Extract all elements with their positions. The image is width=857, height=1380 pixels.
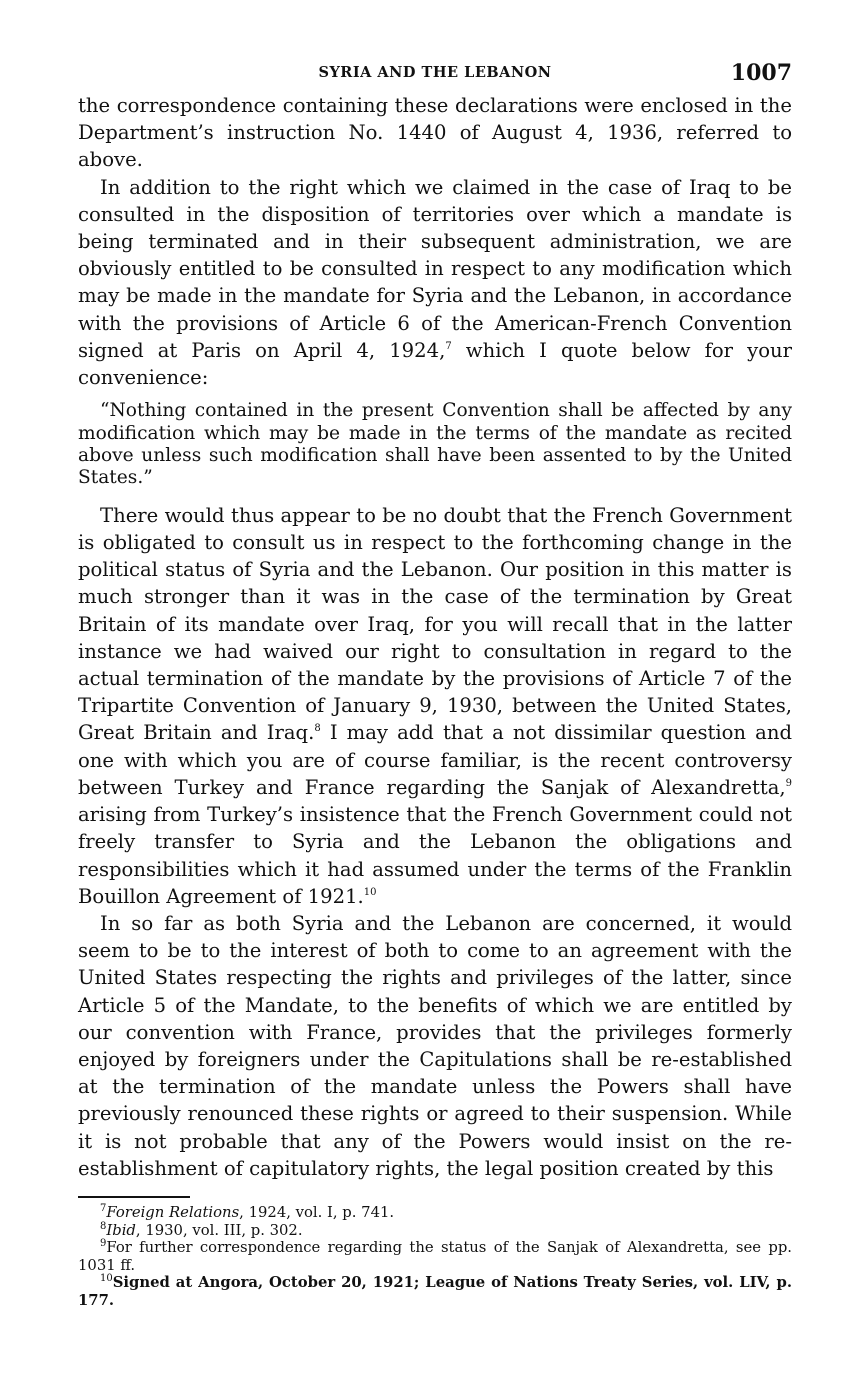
paragraph-3-text-b: I may add that a not dissimilar question and one with which you are of course familiar, is the recent controversy between Turkey and France regarding the Sanjak of Alexandretta,: [78, 721, 792, 799]
footnote-8: [78, 1222, 792, 1240]
page-number: 1007: [730, 60, 792, 86]
body-text: [78, 92, 792, 1182]
footnote-divider: [78, 1196, 190, 1198]
footnote-10: [78, 1274, 792, 1309]
paragraph-1: the correspondence containing these declarations were enclosed in the Department’s instruction No. 1440 of August 4, 1936, referred to above.: [78, 94, 792, 172]
footnote-7-number: 7: [100, 1202, 107, 1214]
footnote-8-number: 8: [100, 1220, 107, 1232]
paragraph-2-text-b: which I quote below for your convenience:: [78, 338, 793, 390]
running-title: SYRIA AND THE LEBANON: [318, 64, 552, 81]
footnote-9: [78, 1239, 792, 1274]
paragraph-2-text-a: In addition to the right which we claimed in the case of Iraq to be consulted in the disposition of territories over which a mandate is being terminated and in their subsequent administration, we are obviously entitled to be consulted in respect to any modification which may be made in the mandate for Syria and the Lebanon, in accordance with the provisions of Article 6 of the American-French Convention signed at Paris on April 4, 1924,: [78, 175, 792, 362]
footnotes: [78, 1204, 792, 1310]
footnote-10-text: Signed at Angora, October 20, 1921; League of Nations Treaty Series, vol. LIV, p. 177.: [78, 1274, 792, 1309]
paragraph-2: [78, 174, 792, 392]
paragraph-3: [78, 502, 792, 910]
paragraph-4: In so far as both Syria and the Lebanon are concerned, it would seem to be to the interest of both to come to an agreement with the United States respecting the rights and privileges of the latter, since Article 5 of the Mandate, to the benefits of which we are entitled by our convention with France, provides that the privileges formerly enjoyed by foreigners under the Capitulations shall be re-established at the termination of the mandate unless the Powers shall have previously renounced these rights or agreed to their suspension. While it is not probable that any of the Powers would insist on the re-establishment of capitulatory rights, the legal position created by this: [78, 911, 792, 1180]
document-page: [78, 60, 792, 1310]
page-header: [78, 60, 792, 92]
footnote-10-number: 10: [100, 1273, 113, 1285]
paragraph-3-text-c: arising from Turkey’s insistence that the French Government could not freely transfer to Syria and the Lebanon the obligations and responsibilities which it had assumed under the terms of the Franklin Bouillon Agreement of 1921.: [78, 803, 792, 908]
footnote-9-number: 9: [100, 1238, 107, 1250]
footnote-7: [78, 1204, 792, 1222]
footnote-7-text: , 1924, vol. I, p. 741.: [239, 1203, 395, 1221]
block-quote: “Nothing contained in the present Convention shall be affected by any modification which may be made in the terms of the mandate as recited above unless such modification shall have been assented to by the United States.”: [78, 400, 792, 489]
footnote-9-text: For further correspondence regarding the status of the Sanjak of Alexandretta, see pp. 1031 ff.: [78, 1239, 792, 1274]
footnote-8-title: Ibid: [106, 1221, 136, 1239]
paragraph-3-text-a: There would thus appear to be no doubt that the French Government is obligated to consult us in respect to the forthcoming change in the political status of Syria and the Lebanon. Our position in this matter is much stronger than it was in the case of the termination by Great Britain of its mandate over Iraq, for you will recall that in the latter instance we had waived our right to consultation in regard to the actual termination of the mandate by the provisions of Article 7 of the Tripartite Convention of January 9, 1930, between the United States, Great Britain and Iraq.: [78, 503, 792, 745]
footnote-ref-8[interactable]: 8: [314, 723, 321, 735]
footnote-ref-9[interactable]: 9: [785, 777, 792, 789]
footnote-8-text: , 1930, vol. III, p. 302.: [135, 1221, 303, 1239]
footnote-ref-7[interactable]: 7: [445, 340, 452, 352]
footnote-7-title: Foreign Relations: [106, 1203, 240, 1221]
footnote-ref-10[interactable]: 10: [363, 886, 377, 898]
